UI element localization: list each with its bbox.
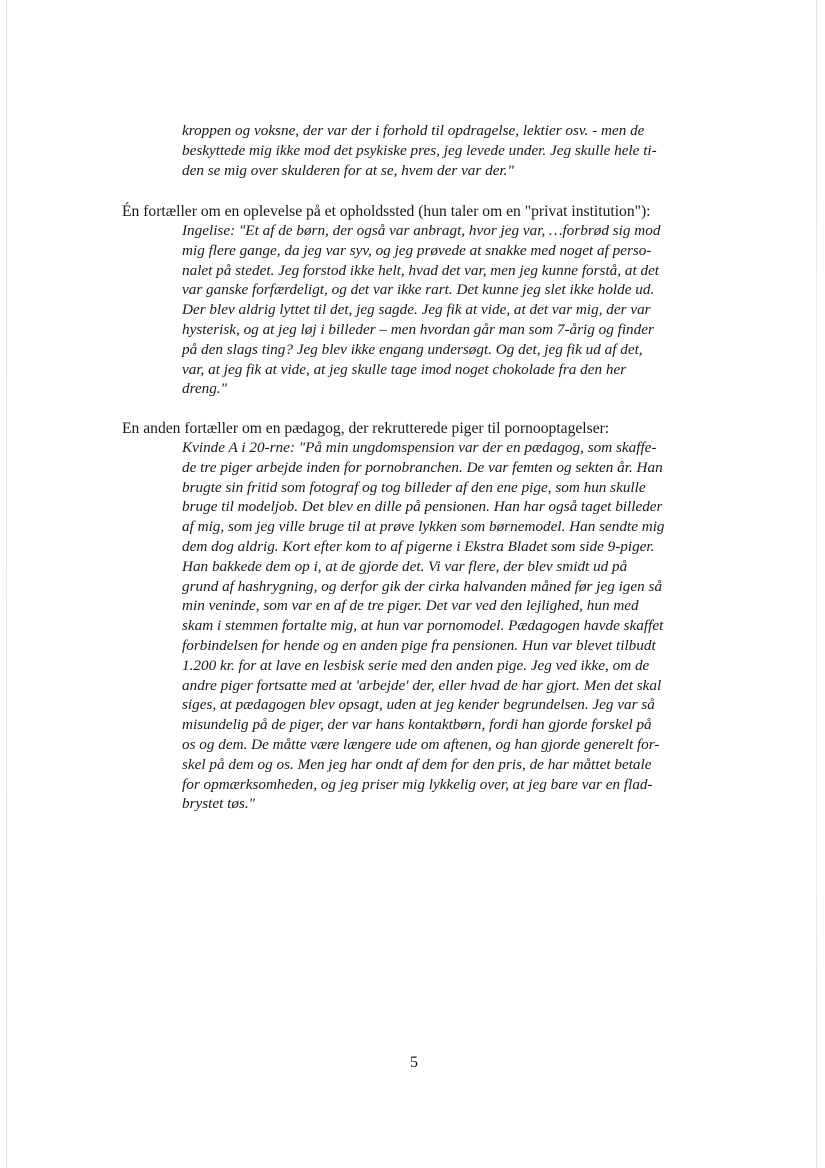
quote-line: kroppen og voksne, der var der i forhold til opdragelse, lektier osv. - men de [182,122,645,139]
quote-line: hysterisk, og at jeg løj i billeder – men hvordan går man som 7-årig og finder [182,320,654,338]
quote-line: den se mig over skulderen for at se, hvem der var der." [182,161,514,179]
quote-line: på den slags ting? Jeg blev ikke engang undersøgt. Og det, jeg fik ud af det, [182,340,643,358]
quote-block-ingelise [182,221,707,399]
quote-block-continued [182,121,707,180]
page-right-edge [816,0,817,1168]
quote-line: beskyttede mig ikke mod det psykiske pres, jeg levede under. Jeg skulle hele ti- [182,141,657,159]
quote-line: Han bakkede dem op i, at de gjorde det. Vi var flere, der blev smidt ud på [182,557,628,575]
intro-paragraph-1: Én fortæller om en oplevelse på et opholdssted (hun taler om en "privat institution"): [122,203,651,220]
quote-line: brystet tøs." [182,795,256,813]
quote-line: dreng." [182,380,228,398]
quote-line: af mig, som jeg ville bruge til at prøve lykken som børnemodel. Han sendte mig [182,518,665,536]
quote-line: Kvinde A i 20-rne: "På min ungdomspension var der en pædagog, som skaffe- [182,439,657,456]
quote-line: bruge til modeljob. Det blev en dille på pensionen. Han har også taget billeder [182,498,663,516]
quote-line: dem dog aldrig. Kort efter kom to af pigerne i Ekstra Bladet som side 9-piger. [182,537,655,555]
quote-line: var, at jeg fik at vide, at jeg skulle tage imod noget chokolade fra den her [182,360,627,378]
quote-line: for opmærksomheden, og jeg priser mig lykkelig over, at jeg bare var en flad- [182,775,653,793]
intro-paragraph-2: En anden fortæller om en pædagog, der rekrutterede piger til pornooptagelser: [122,420,610,437]
quote-line: Ingelise: "Et af de børn, der også var anbragt, hvor jeg var, …forbrød sig mod [182,222,661,239]
quote-line: brugte sin fritid som fotograf og tog billeder af den ene pige, som hun skulle [182,478,646,496]
page-left-edge [6,0,7,1168]
quote-line: os og dem. De måtte være længere ude om aftenen, og han gjorde generelt for- [182,735,660,753]
quote-line: de tre piger arbejde inden for pornobranchen. De var femten og sekten år. Han [182,458,663,476]
quote-line: skam i stemmen fortalte mig, at hun var pornomodel. Pædagogen havde skaffet [182,617,664,635]
quote-line: grund af hashrygning, og derfor gik der cirka halvanden måned før jeg igen så [182,577,663,595]
quote-line: andre piger fortsatte med at 'arbejde' der, eller hvad de har gjort. Men det skal [182,676,662,694]
quote-line: skel på dem og os. Men jeg har ondt af dem for den pris, de har måttet betale [182,755,652,773]
quote-line: misundelig på de piger, der var hans kontaktbørn, fordi han gjorde forskel på [182,716,652,734]
quote-line: forbindelsen for hende og en anden pige fra pensionen. Hun var blevet tilbudt [182,636,656,654]
quote-line: nalet på stedet. Jeg forstod ikke helt, hvad det var, men jeg kunne forstå, at det [182,261,660,279]
quote-line: siges, at pædagogen blev opsagt, uden at jeg kender begrundelsen. Jeg var så [182,696,655,714]
page-number: 5 [410,1054,418,1071]
quote-line: Der blev aldrig lyttet til det, jeg sagde. Jeg fik at vide, at det var mig, der var [182,301,651,319]
quote-line: min veninde, som var en af de tre piger. Det var ved den lejlighed, hun med [182,597,639,615]
quote-line: mig flere gange, da jeg var syv, og jeg prøvede at snakke med noget af perso- [182,241,652,259]
quote-line: 1.200 kr. for at lave en lesbisk serie med den anden pige. Jeg ved ikke, om de [182,656,650,674]
quote-block-kvinde-a [182,438,707,814]
quote-line: var ganske forfærdeligt, og det var ikke rart. Det kunne jeg slet ikke holde ud. [182,281,655,299]
